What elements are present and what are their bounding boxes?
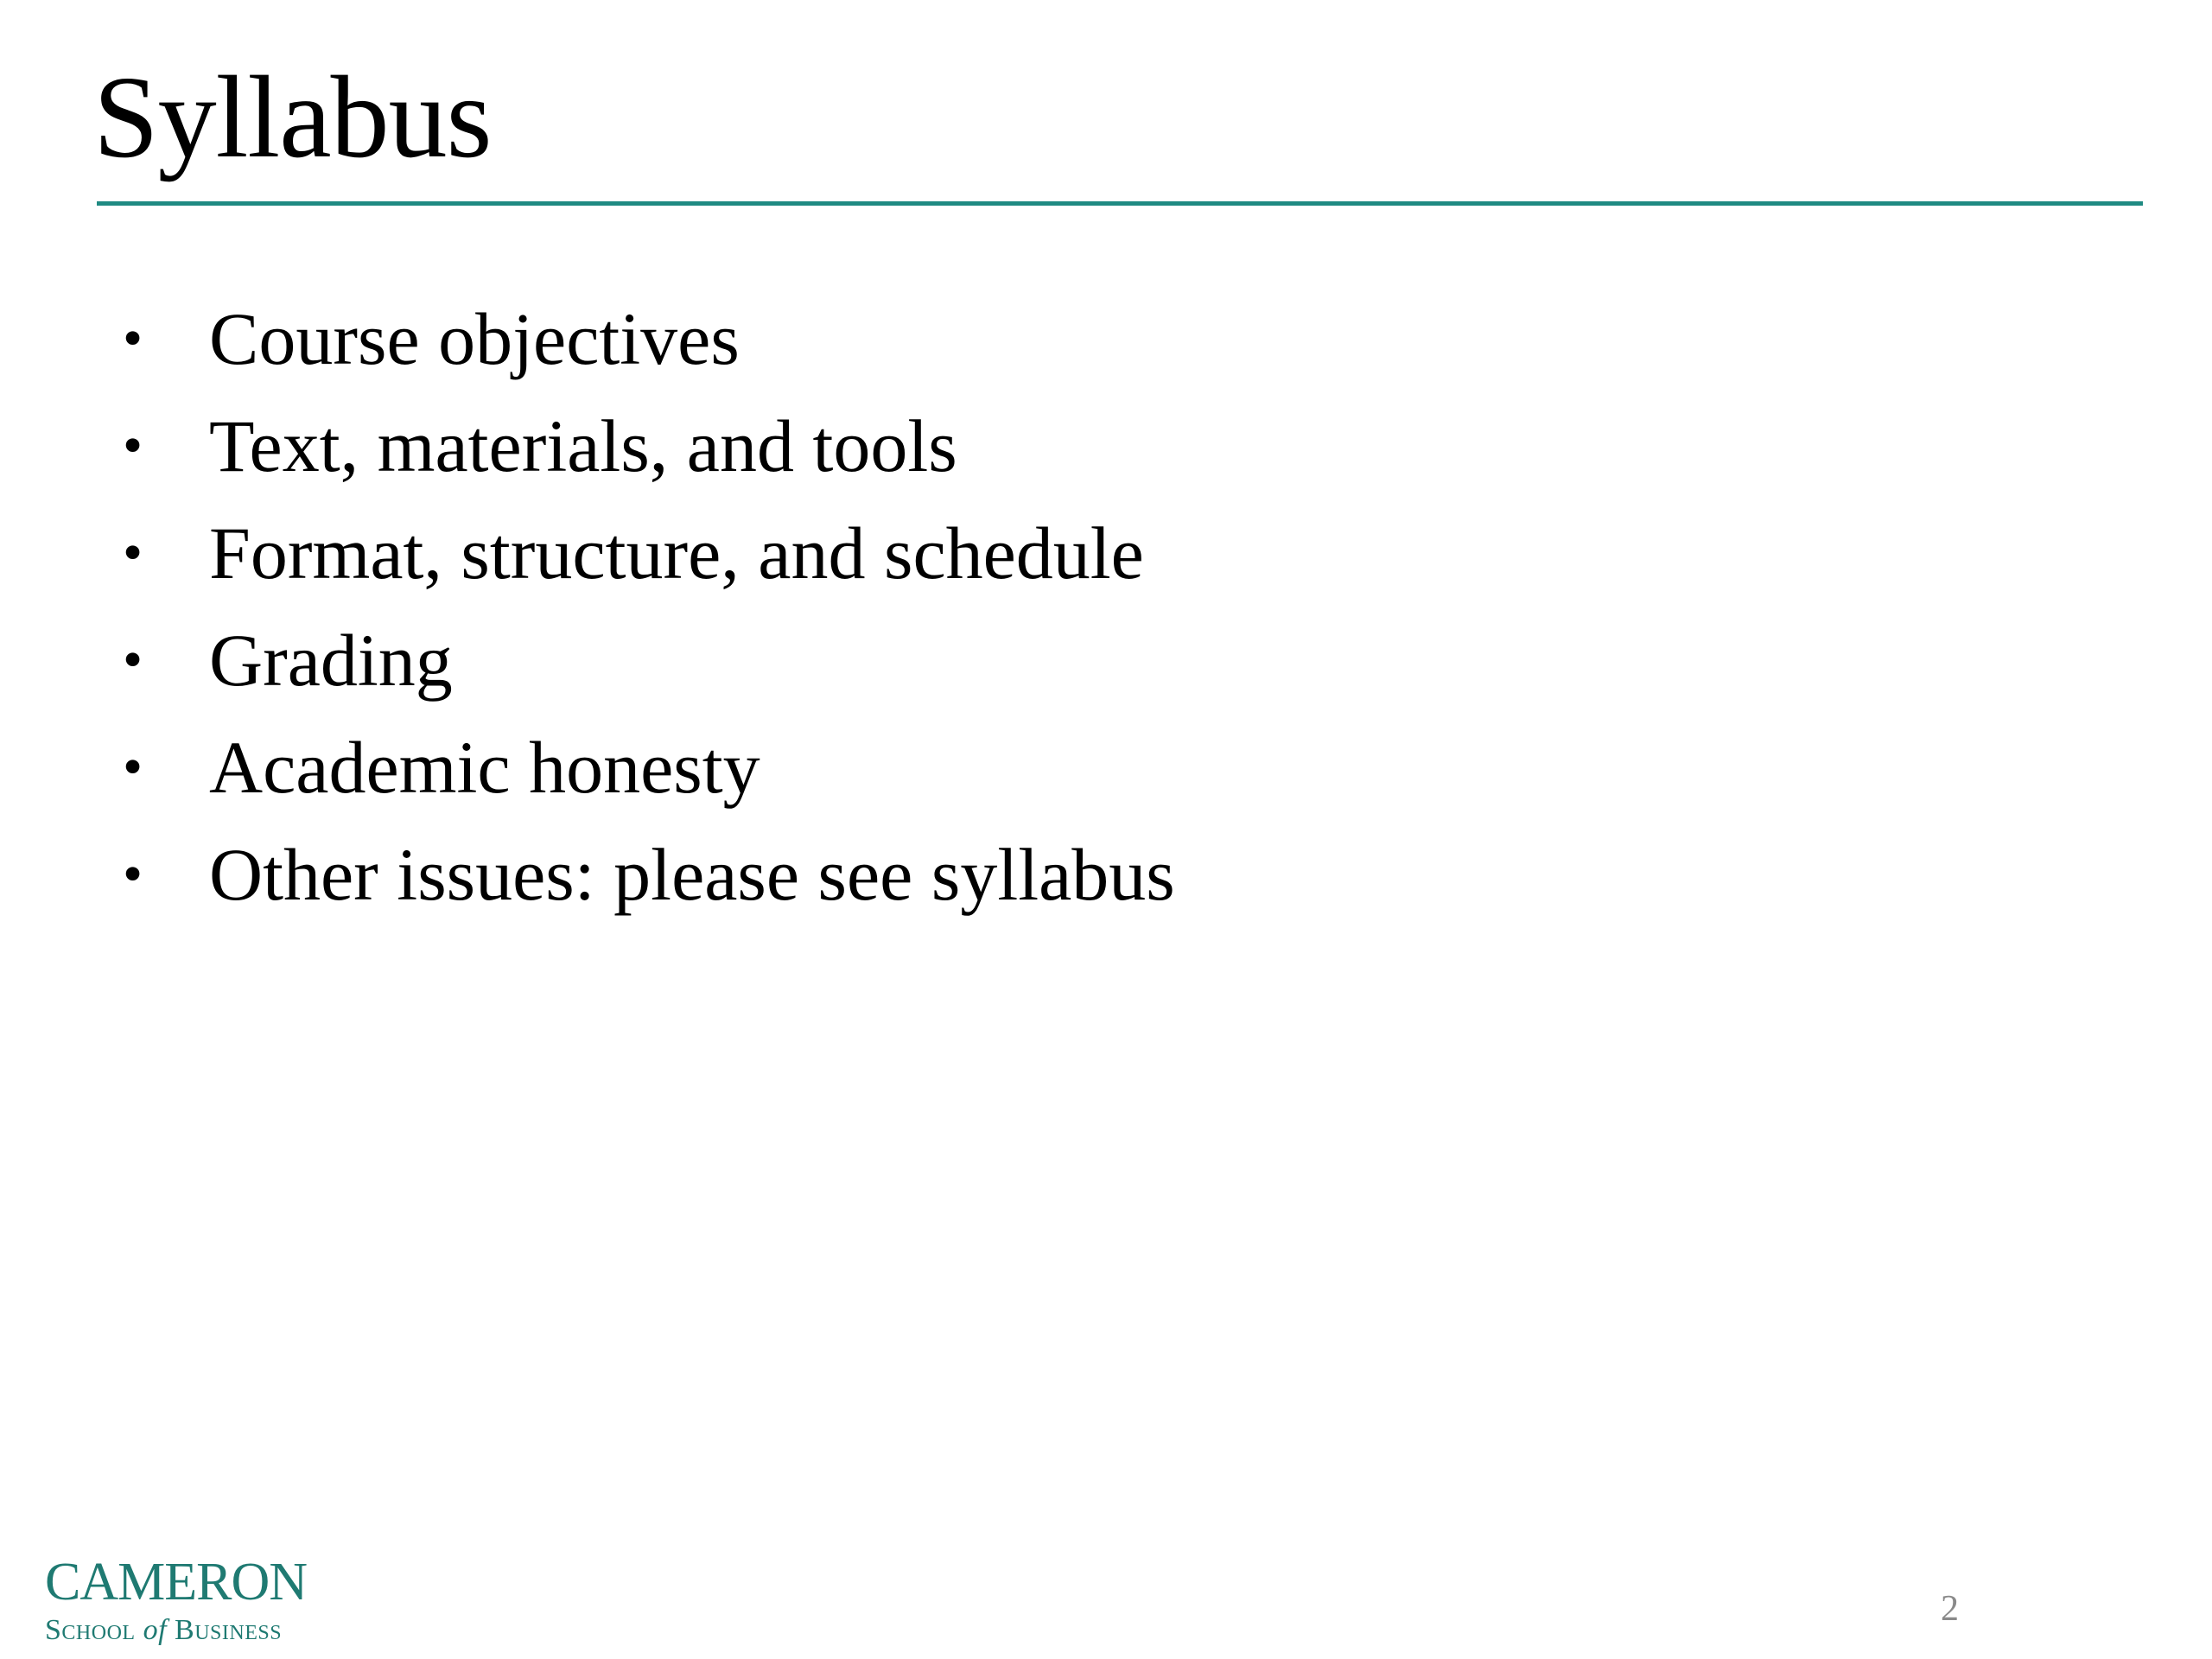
bullet-icon: •	[123, 414, 143, 477]
bullet-item	[119, 714, 1175, 821]
bullet-item	[119, 821, 1175, 928]
cameron-school-logo	[45, 1555, 307, 1646]
slide-title: Syllabus	[93, 53, 492, 182]
bullet-text: Academic honesty	[209, 726, 760, 809]
logo-subtitle-business: Business	[175, 1614, 283, 1646]
bullet-icon: •	[123, 842, 143, 906]
logo-subtitle-school: School	[45, 1614, 136, 1646]
bullet-text: Course objectives	[209, 297, 740, 380]
bullet-text: Text, materials, and tools	[209, 404, 957, 487]
bullet-list	[119, 285, 1175, 928]
bullet-text: Other issues: please see syllabus	[209, 833, 1175, 916]
bullet-text: Format, structure, and schedule	[209, 512, 1144, 594]
bullet-item	[119, 285, 1175, 392]
bullet-icon: •	[123, 307, 143, 370]
bullet-text: Grading	[209, 619, 453, 702]
logo-wordmark: CAMERON	[45, 1553, 308, 1611]
bullet-item	[119, 392, 1175, 499]
title-underline	[97, 201, 2143, 206]
bullet-icon: •	[123, 735, 143, 798]
bullet-icon: •	[123, 628, 143, 691]
bullet-icon: •	[123, 521, 143, 584]
page-number: 2	[1941, 1589, 1959, 1629]
logo-subtitle-of: of	[143, 1614, 168, 1646]
bullet-item	[119, 607, 1175, 714]
bullet-item	[119, 499, 1175, 607]
logo-subtitle	[45, 1614, 307, 1646]
